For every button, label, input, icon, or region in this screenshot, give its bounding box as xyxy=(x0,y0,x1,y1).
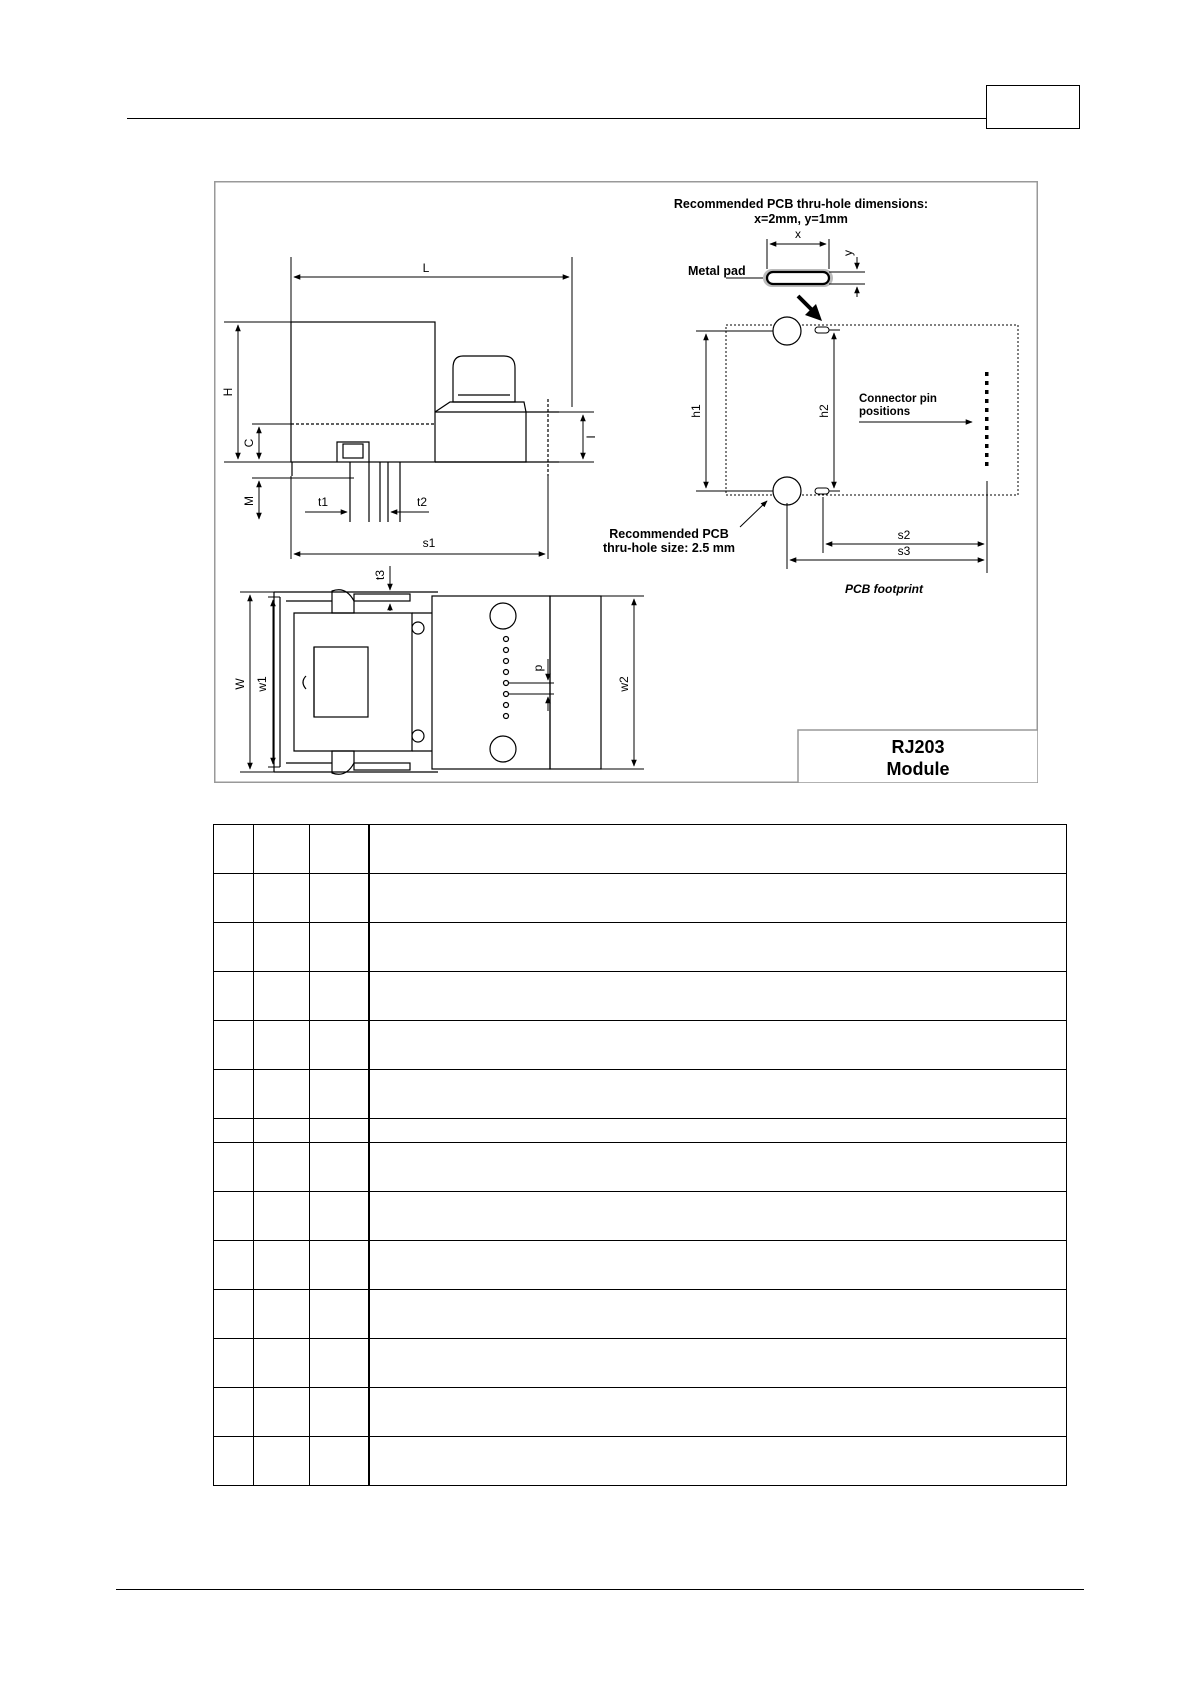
dim-label-C: C xyxy=(242,438,256,448)
table-row xyxy=(214,1192,1067,1241)
table-cell xyxy=(369,1339,1067,1388)
dim-label-H: H xyxy=(221,387,235,397)
dim-label-s3: s3 xyxy=(897,544,911,558)
dim-label-y: y xyxy=(841,250,855,256)
table-cell xyxy=(369,972,1067,1021)
dimension-table xyxy=(213,824,1067,1486)
dim-label-t3: t3 xyxy=(373,569,387,581)
table-row xyxy=(214,1388,1067,1437)
table-row xyxy=(214,874,1067,923)
table-cell xyxy=(310,1339,369,1388)
table-cell xyxy=(369,1119,1067,1143)
table-cell xyxy=(369,1070,1067,1119)
footer-rule xyxy=(116,1589,1084,1590)
table-cell xyxy=(310,1241,369,1290)
connector-pin-label-line2: positions xyxy=(859,406,911,418)
footprint-title-line2: x=2mm, y=1mm xyxy=(754,212,848,226)
table-cell xyxy=(369,1290,1067,1339)
dim-label-L: L xyxy=(422,261,430,275)
table-cell xyxy=(310,874,369,923)
table-cell xyxy=(310,1437,369,1486)
dim-label-t1: t1 xyxy=(317,495,329,509)
mount-hole-top xyxy=(773,317,801,345)
dim-label-s1: s1 xyxy=(422,536,436,550)
table-cell xyxy=(254,923,310,972)
table-cell xyxy=(369,923,1067,972)
table-cell xyxy=(214,1241,254,1290)
metal-pad-label: Metal pad xyxy=(688,264,746,278)
table-cell xyxy=(310,1388,369,1437)
page-number-box xyxy=(986,85,1080,129)
table-cell xyxy=(310,1192,369,1241)
table-cell xyxy=(254,1339,310,1388)
module-title-line2: Module xyxy=(886,759,950,779)
table-cell xyxy=(214,1388,254,1437)
connector-pin-label-line1: Connector pin xyxy=(859,393,937,405)
table-row xyxy=(214,1290,1067,1339)
dim-label-W: W xyxy=(233,678,247,690)
dim-label-M: M xyxy=(242,496,256,506)
table-cell xyxy=(214,1143,254,1192)
table-cell xyxy=(214,1070,254,1119)
slot-top xyxy=(815,327,829,333)
dim-label-t2: t2 xyxy=(416,495,428,509)
table-cell xyxy=(254,1192,310,1241)
table-cell xyxy=(214,825,254,874)
table-cell xyxy=(254,874,310,923)
table-cell xyxy=(310,972,369,1021)
table-cell xyxy=(254,972,310,1021)
mount-hole-bottom xyxy=(773,477,801,505)
table-cell xyxy=(369,874,1067,923)
dim-label-x: x xyxy=(795,227,801,241)
thru-hole-label-line2: thru-hole size: 2.5 mm xyxy=(603,541,735,555)
dim-label-s2: s2 xyxy=(897,528,911,542)
dim-label-p: p xyxy=(531,664,545,672)
table-cell xyxy=(254,1143,310,1192)
table-cell xyxy=(214,1339,254,1388)
table-row xyxy=(214,1021,1067,1070)
table-cell xyxy=(254,1070,310,1119)
pcb-footprint-caption: PCB footprint xyxy=(845,582,923,596)
table-row xyxy=(214,1143,1067,1192)
table-row xyxy=(214,972,1067,1021)
table-row xyxy=(214,1070,1067,1119)
table-cell xyxy=(369,1437,1067,1486)
thru-hole-label-line1: Recommended PCB xyxy=(609,527,729,541)
table-cell xyxy=(254,1241,310,1290)
table-cell xyxy=(254,1388,310,1437)
table-cell xyxy=(214,1192,254,1241)
dim-label-w1: w1 xyxy=(255,676,269,692)
table-cell xyxy=(369,1192,1067,1241)
table-cell xyxy=(310,1290,369,1339)
footprint-title-line1: Recommended PCB thru-hole dimensions: xyxy=(673,197,929,211)
table-cell xyxy=(369,825,1067,874)
table-cell xyxy=(310,1119,369,1143)
module-title-line1: RJ203 xyxy=(891,737,945,757)
table-cell xyxy=(310,1143,369,1192)
table-cell xyxy=(310,1070,369,1119)
dim-label-w2: w2 xyxy=(617,676,631,692)
table-cell xyxy=(214,972,254,1021)
table-row xyxy=(214,1241,1067,1290)
dim-label-h1: h1 xyxy=(689,404,703,418)
dim-label-h2: h2 xyxy=(817,404,831,418)
table-cell xyxy=(310,923,369,972)
table-cell xyxy=(254,1119,310,1143)
table-cell xyxy=(369,1388,1067,1437)
table-cell xyxy=(310,1021,369,1070)
table-cell xyxy=(214,874,254,923)
header-rule xyxy=(127,118,987,119)
table-cell xyxy=(310,825,369,874)
table-cell xyxy=(369,1241,1067,1290)
table-cell xyxy=(254,1290,310,1339)
table-row xyxy=(214,1119,1067,1143)
table-row xyxy=(214,825,1067,874)
table-cell xyxy=(369,1021,1067,1070)
table-cell xyxy=(214,1021,254,1070)
table-row xyxy=(214,1339,1067,1388)
slot-bottom xyxy=(815,488,829,494)
table-cell xyxy=(214,1437,254,1486)
rj203-dimension-drawing xyxy=(214,181,1038,783)
table-cell xyxy=(214,1119,254,1143)
table-cell xyxy=(254,1021,310,1070)
table-cell xyxy=(214,923,254,972)
table-cell xyxy=(214,1290,254,1339)
table-cell xyxy=(369,1143,1067,1192)
table-cell xyxy=(254,1437,310,1486)
table-row xyxy=(214,923,1067,972)
table-row xyxy=(214,1437,1067,1486)
dim-label-I: I xyxy=(584,435,598,439)
table-cell xyxy=(254,825,310,874)
